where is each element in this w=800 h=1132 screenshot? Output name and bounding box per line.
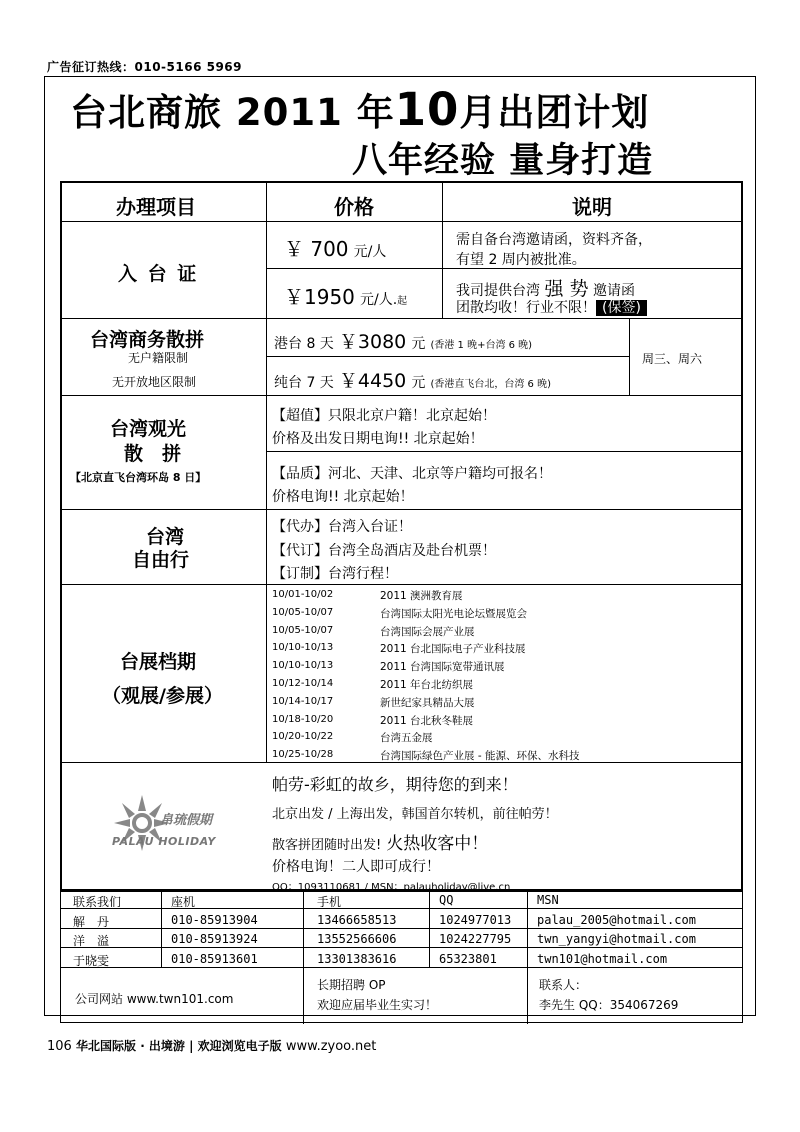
permit-price-1-unit: 元/人 [353,244,387,260]
contact-cell[interactable]: twn_yangyi@hotmail.com [537,932,696,946]
palau-logo-en: PALAU HOLIDAY [112,835,216,848]
fair-date: 10/05-10/07 [272,624,334,636]
fair-name: 2011 澳洲教育展 [380,590,463,602]
fair-date: 10/18-10/20 [272,713,334,725]
divider [442,183,443,318]
business-title: 台湾商务散拼 [90,329,205,351]
contact-cell: 13301383616 [317,951,397,966]
business-row-1 [274,327,532,354]
palau-line-1: 北京出发 / 上海出发，韩国首尔转机，前往帕劳！ [272,807,558,822]
contact-cell: 010-85913924 [171,932,258,946]
divider [266,356,629,357]
fair-name: 台湾国际会展产业展 [380,625,475,638]
fair-name: 2011 年台北纺织展 [380,679,474,691]
sightseeing-sub: 【北京直飞台湾环岛 8 日】 [70,471,207,484]
contact-person-label: 联系人： [539,978,588,992]
divider [62,318,741,319]
divider [62,395,741,396]
sightseeing-a2: 价格及出发日期电询!! 北京起始！ [272,431,484,447]
header-price: 价格 [334,195,374,219]
header-item: 办理项目 [116,195,196,219]
contact-table [60,891,743,1023]
contact-cell: 解 丹 [73,914,110,929]
palau-logo [108,793,228,867]
divider [429,892,430,967]
fair-date: 10/20-10/22 [272,731,334,743]
fair-name: 台湾国际绿色产业展 - 能源、环保、水科技 [380,750,580,763]
business-row-2 [274,366,551,393]
main-table [60,181,743,891]
permit-note-1b: 有望 2 周内被批准。 [456,252,586,268]
page-number: 106 [47,1039,72,1054]
fair-date: 10/10-10/13 [272,660,334,672]
divider [161,892,162,967]
divider [62,509,741,510]
contact-cell: 于晓雯 [73,953,110,968]
divider [266,451,741,452]
page-title [70,82,649,136]
permit-label: 入 台 证 [118,263,199,285]
business-row-2-price: ￥4450 [338,370,407,392]
divider [62,221,741,222]
contact-person: 李先生 QQ：354067269 [539,998,679,1012]
contact-cell: 13466658513 [317,912,397,927]
footer-url[interactable]: www.zyoo.net [285,1039,377,1054]
palau-line-2-strong: 火热收客中！ [386,834,489,854]
sightseeing-title-1: 台湾观光 [110,418,187,440]
free-title-2: 自由行 [132,549,190,571]
fair-date: 10/05-10/07 [272,606,334,618]
fairs-sub: （观展/参展） [102,685,223,707]
free-line-2: 【代订】台湾全岛酒店及赴台机票！ [272,543,496,559]
title-part1: 台北商旅 2011 年 [70,91,395,134]
contact-header: MSN [537,893,559,907]
fair-name: 新世纪家具精品大展 [380,696,475,709]
sightseeing-b1: 【品质】河北、天津、北京等户籍均可报名！ [272,466,552,482]
palau-headline: 帕劳-彩虹的故乡，期待您的到来！ [272,775,518,794]
page-subtitle: 八年经验 量身打造 [352,141,654,181]
business-sub-1: 无户籍限制 [128,351,189,365]
business-row-2-note: (香港直飞台北，台湾 6 晚) [430,379,551,390]
permit-note-2a-pre: 我司提供台湾 [456,283,540,299]
header-note: 说明 [572,195,612,219]
recruit-line-2: 欢迎应届毕业生实习！ [317,998,438,1012]
contact-cell: 1024227795 [439,932,512,946]
fair-name: 2011 台湾国际宽带通讯展 [380,661,505,674]
fair-date: 10/12-10/14 [272,678,334,689]
sightseeing-a1: 【超值】只限北京户籍！北京起始！ [272,408,496,424]
palau-line-2 [272,829,488,854]
title-part2: 月出团计划 [459,91,650,134]
fair-date: 10/10-10/13 [272,642,334,654]
free-title-1: 台湾 [146,526,185,548]
palau-logo-cn: 帛琉假期 [160,813,213,828]
sightseeing-b2: 价格电询!! 北京起始！ [272,489,414,505]
contact-cell[interactable]: twn101@hotmail.com [537,951,668,966]
contact-cell: 65323801 [439,951,497,966]
page-footer [47,1037,376,1054]
divider [266,183,267,762]
permit-price-2-unit: 元/人. [360,292,398,308]
business-row-1-price: ￥3080 [338,331,407,353]
permit-price-2-suffix: 起 [397,296,408,307]
contact-cell: 13552566606 [317,932,397,946]
permit-price-2 [284,281,407,310]
ad-hotline: 广告征订热线：010-5166 5969 [47,60,243,74]
contact-cell: 1024977013 [439,912,512,927]
permit-note-2a-strong: 强 势 [544,278,589,300]
divider [61,947,742,948]
fairs-title: 台展档期 [120,651,197,673]
fair-date: 10/14-10/17 [272,695,334,707]
palau-logo-icon [108,793,228,863]
fair-name: 2011 台北国际电子产业科技展 [380,643,526,656]
business-row-1-route: 港台 8 天 [274,336,334,352]
contact-header: 联系我们 [73,895,122,909]
business-sub-2: 无开放地区限制 [112,375,197,389]
contact-cell[interactable]: palau_2005@hotmail.com [537,912,696,927]
contact-header: QQ [439,893,454,907]
permit-price-2-value: ￥1950 [284,285,355,309]
business-row-1-note: (香港 1 晚+台湾 6 晚) [430,340,533,351]
fair-name: 台湾五金展 [380,732,433,745]
business-row-2-route: 纯台 7 天 [274,375,334,391]
contact-cell: 洋 溢 [73,934,110,948]
contact-cell: 010-85913904 [171,912,258,927]
title-month: 10 [394,83,460,136]
contact-header: 座机 [171,895,196,909]
business-row-1-unit: 元 [411,336,426,352]
sightseeing-title-2: 散 拼 [124,443,182,465]
permit-price-1 [284,233,386,262]
divider [527,892,528,1024]
fair-date: 10/01-10/02 [272,589,334,600]
divider [629,318,630,395]
palau-line-3: 价格电询！二人即可成行！ [272,859,440,875]
permit-note-2a-post: 邀请函 [592,283,635,299]
divider [61,967,742,968]
permit-note-2b [456,297,647,317]
footer-text: 华北国际版 · 出境游 | 欢迎浏览电子版 [76,1039,282,1053]
contact-header: 手机 [317,895,342,909]
divider [303,892,304,1024]
palau-line-2-pre: 散客拼团随时出发! [272,838,382,853]
permit-note-2b-text: 团散均收！行业不限！ [456,300,596,316]
free-line-1: 【代办】台湾入台证！ [272,519,412,535]
divider [62,584,741,585]
business-days: 周三、周六 [642,352,703,366]
permit-note-1a: 需自备台湾邀请函，资料齐备， [456,232,652,248]
fair-name: 2011 台北秋冬鞋展 [380,714,474,727]
business-row-2-unit: 元 [411,375,426,391]
guarantee-badge: (保签) [596,300,647,316]
palau-contact: QQ：1093110681 / MSN：palauholiday@live.cn [272,882,511,893]
fair-name: 台湾国际太阳光电论坛暨展览会 [380,607,527,620]
free-line-3: 【订制】台湾行程！ [272,566,398,582]
divider [61,908,742,909]
recruit-line-1: 长期招聘 OP [317,978,386,992]
permit-price-1-value: ￥ 700 [284,237,349,261]
divider [61,928,742,929]
contact-cell: 010-85913601 [171,951,258,966]
company-website[interactable]: 公司网站 www.twn101.com [75,992,234,1006]
fair-date: 10/25-10/28 [272,749,334,761]
